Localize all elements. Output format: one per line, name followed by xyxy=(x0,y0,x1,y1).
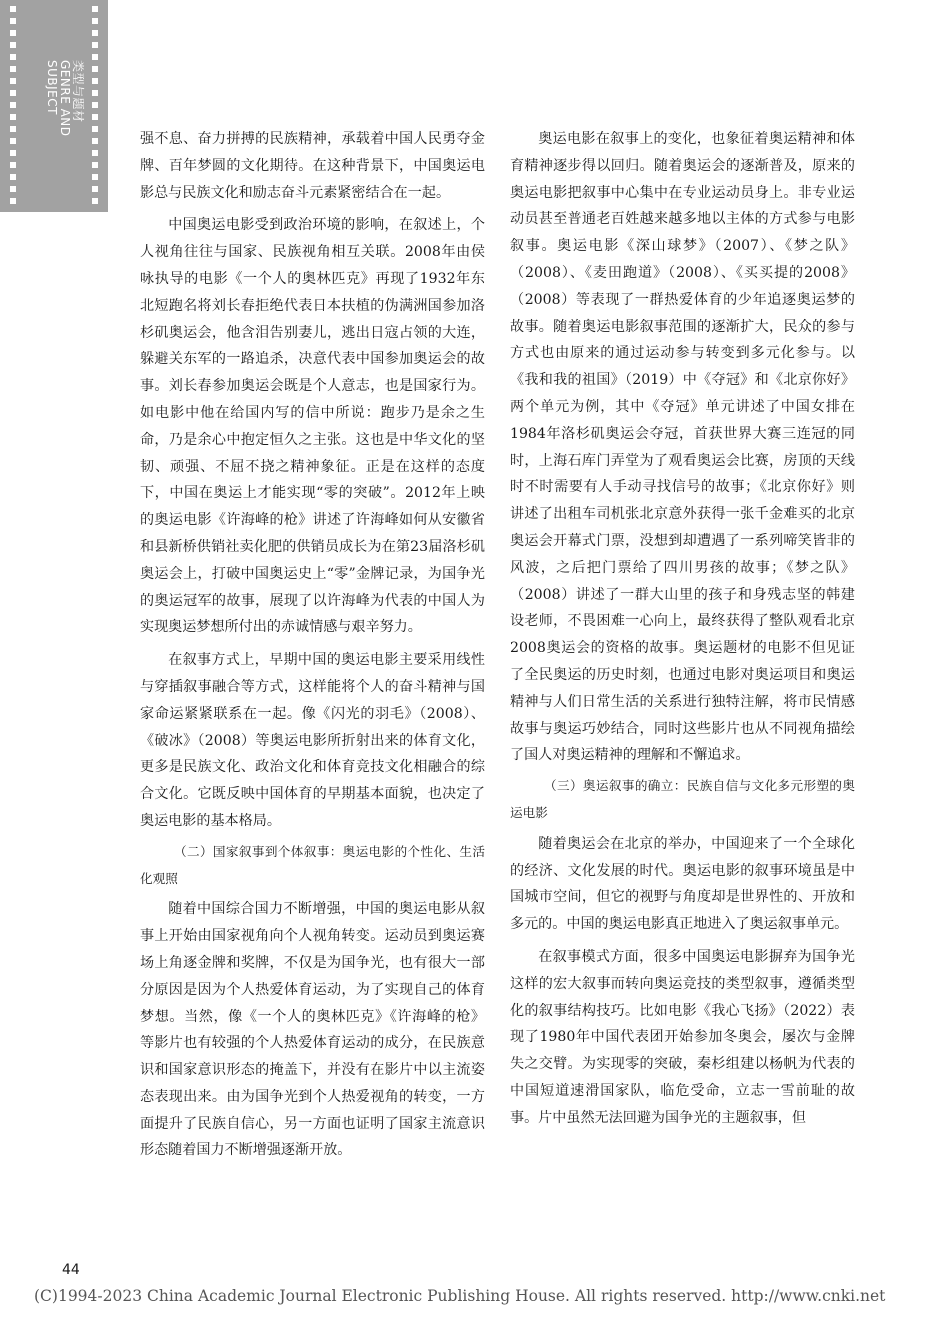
section-label-cn: 类型与题材 xyxy=(71,60,85,123)
page-number: 44 xyxy=(62,1262,80,1278)
section-heading: （三）奥运叙事的确立：民族自信与文化多元形塑的奥运电影 xyxy=(510,778,855,820)
film-strip-decoration xyxy=(0,0,108,212)
paragraph: 随着奥运会在北京的举办，中国迎来了一个全球化的经济、文化发展的时代。奥运电影的叙事环境虽是中国城市空间，但它的视野与角度却是世界性的、开放和多元的。中国的奥运电影真正地进入了奥运叙事单元。 xyxy=(510,835,855,933)
section-label-en-2: SUBJECT xyxy=(45,60,59,115)
paragraph: 强不息、奋力拼搏的民族精神，承载着中国人民勇夺金牌、百年梦圆的文化期待。在这种背景下，中国奥运电影总与民族文化和励志奋斗元素紧密结合在一起。 xyxy=(140,131,485,201)
section-label xyxy=(45,60,84,137)
film-holes-right xyxy=(90,0,100,212)
film-holes-left xyxy=(8,0,18,212)
paragraph: 奥运电影在叙事上的变化，也象征着奥运精神和体育精神逐步得以回归。随着奥运会的逐渐普及，原来的奥运电影把叙事中心集中在专业运动员身上。非专业运动员甚至普通老百姓越来越多地以主体的方式参与电影叙事。奥运电影《深山球梦》（2007）、《梦之队》（2008）、《麦田跑道》（2008）、《买买提的2008》（2008）等表现了一群热爱体育的少年追逐奥运梦的故事。随着奥运电影叙事范围的逐渐扩大，民众的参与方式也由原来的通过运动参与转变到多元化参与。以《我和我的祖国》（2019）中《夺冠》和《北京你好》两个单元为例，其中《夺冠》单元讲述了中国女排在1984年洛杉矶奥运会夺冠，首获世界大赛三连冠的同时，上海石库门弄堂为了观看奥运会比赛，房顶的天线时不时需要有人手动寻找信号的故事；《北京你好》则讲述了出租车司机张北京意外获得一张千金难买的北京奥运会开幕式门票，没想到却遭遇了一系列啼笑皆非的风波，之后把门票给了四川男孩的故事；《梦之队》（2008）讲述了一群大山里的孩子和身残志坚的韩建设老师，不畏困难一心向上，最终获得了整队观看北京2008奥运会的资格的故事。奥运题材的电影不但见证了全民奥运的历史时刻，也通过电影对奥运项目和奥运精神与人们日常生活的关系进行独特注解，将市民情感故事与奥运巧妙结合，同时这些影片也从不同视角描绘了国人对奥运精神的理解和不懈追求。 xyxy=(510,131,855,764)
copyright-notice: (C)1994-2023 China Academic Journal Electronic Publishing House. All rights reserved. http://www.cnki.net xyxy=(34,1287,886,1305)
section-heading: （二）国家叙事到个体叙事：奥运电影的个性化、生活化观照 xyxy=(140,843,485,886)
paragraph: 在叙事方式上，早期中国的奥运电影主要采用线性与穿插叙事融合等方式，这样能将个人的奋斗精神与国家命运紧紧联系在一起。像《闪光的羽毛》（2008）、《破冰》（2008）等奥运电影所折射出来的体育文化，更多是民族文化、政治文化和体育竞技文化相融合的综合文化。它既反映中国体育的早期基本面貌，也决定了奥运电影的基本格局。 xyxy=(140,652,485,829)
left-column xyxy=(140,126,485,1164)
section-label-en-1: GENRE AND xyxy=(58,60,72,137)
paragraph: 中国奥运电影受到政治环境的影响，在叙述上，个人视角往往与国家、民族视角相互关联。2008年由侯咏执导的电影《一个人的奥林匹克》再现了1932年东北短跑名将刘长春拒绝代表日本扶植的伪满洲国参加洛杉矶奥运会，他含泪告别妻儿，逃出日寇占领的大连，躲避关东军的一路追杀，决意代表中国参加奥运会的故事。刘长春参加奥运会既是个人意志，也是国家行为。如电影中他在给国内写的信中所说：跑步乃是余之生命，乃是余心中抱定恒久之主张。这也是中华文化的坚韧、顽强、不屈不挠之精神象征。正是在这样的态度下，中国在奥运上才能实现“零的突破”。2012年上映的奥运电影《许海峰的枪》讲述了许海峰如何从安徽省和县新桥供销社卖化肥的供销员成长为在第23届洛杉矶奥运会上，打破中国奥运史上“零”金牌记录，为国争光的奥运冠军的故事，展现了以许海峰为代表的中国人为实现奥运梦想所付出的赤诚情感与艰辛努力。 xyxy=(140,217,485,636)
paragraph: 随着中国综合国力不断增强，中国的奥运电影从叙事上开始由国家视角向个人视角转变。运动员到奥运赛场上角逐金牌和奖牌，不仅是为国争光，也有很大一部分原因是因为个人热爱体育运动，为了实现自己的体育梦想。当然，像《一个人的奥林匹克》《许海峰的枪》等影片也有较强的个人热爱体育运动的成分，在民族意识和国家意识形态的掩盖下，并没有在影片中以主流姿态表现出来。由为国争光到个人热爱视角的转变，一方面提升了民族自信心，另一方面也证明了国家主流意识形态随着国力不断增强逐渐开放。 xyxy=(140,901,485,1159)
right-column xyxy=(510,126,855,1131)
paragraph: 在叙事模式方面，很多中国奥运电影摒弃为国争光这样的宏大叙事而转向奥运竞技的类型叙事，遵循类型化的叙事结构技巧。比如电影《我心飞扬》（2022）表现了1980年中国代表团开始参加冬奥会，屡次与金牌失之交臂。为实现零的突破，秦杉组建以杨帆为代表的中国短道速滑国家队，临危受命，立志一雪前耻的故事。片中虽然无法回避为国争光的主题叙事，但 xyxy=(510,948,855,1126)
